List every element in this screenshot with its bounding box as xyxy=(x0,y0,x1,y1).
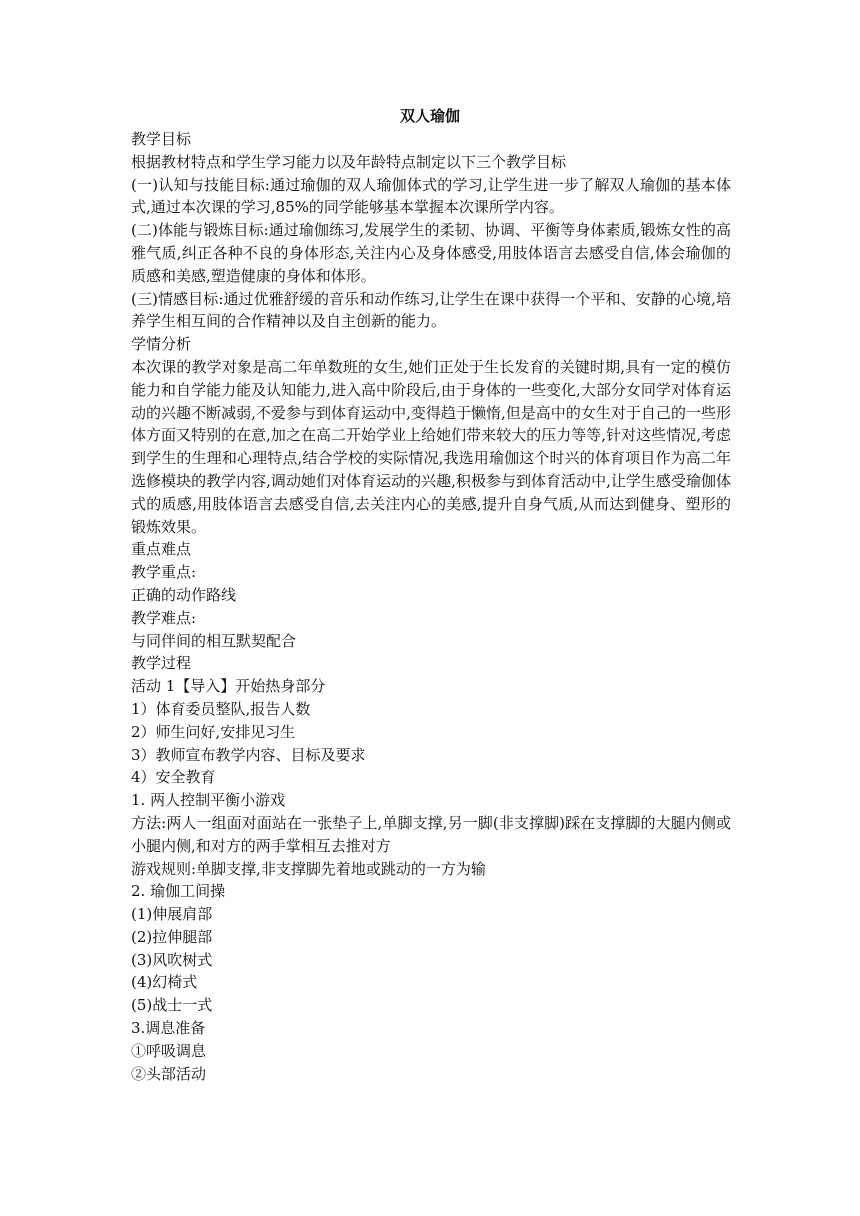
heading-key-points: 重点难点 xyxy=(131,540,192,559)
list-item: (4)幻椅式 xyxy=(131,973,198,992)
label-teaching-difficulty: 教学难点: xyxy=(131,608,197,627)
activity-1-title: 活动 1【导入】开始热身部分 xyxy=(131,677,326,696)
heading-student-analysis: 学情分析 xyxy=(131,335,192,354)
game-method-text: 方法:两人一组面对面站在一张垫子上,单脚支撑,另一脚(非支撑脚)踩在支撑脚的大腿内侧或小腿内侧,和对方的两手掌相互去推对方 xyxy=(131,813,731,855)
list-item: 1）体育委员整队,报告人数 xyxy=(131,699,311,718)
goal-physical-fitness: (二)体能与锻炼目标:通过瑜伽练习,发展学生的柔韧、协调、平衡等身体素质,锻炼女性的高雅气质,纠正各种不良的身体形态,关注内心及身体感受,用肢体语言去感受自信,体会瑜伽的质感和美感,塑造健康的身体和体形。 xyxy=(131,221,731,285)
section-balance-game: 1. 两人控制平衡小游戏 xyxy=(131,791,286,810)
section-breathing-prep: 3.调息准备 xyxy=(131,1019,206,1038)
student-analysis-text: 本次课的教学对象是高二年单数班的女生,她们正处于生长发育的关键时期,具有一定的模仿能力和自学能力能及认知能力,进入高中阶段后,由于身体的一些变化,大部分女同学对体育运动的兴趣不断减弱,不爱参与到体育运动中,变得趋于懒惰,但是高中的女生对于自己的一些形体方面又特别的在意,加之在高二开始学业上给她们带来较大的压力等等,针对这些情况,考虑到学生的生理和心理特点,结合学校的实际情况,我选用瑜伽这个时兴的体育项目作为高二年选修模块的教学内容,调动她们对体育运动的兴趣,积极参与到体育活动中,让学生感受瑜伽体式的质感,用肢体语言去感受自信,去关注内心的美感,提升自身气质,从而达到健身、塑形的锻炼效果。 xyxy=(131,357,731,536)
document-body xyxy=(131,128,731,1085)
heading-teaching-process: 教学过程 xyxy=(131,654,192,673)
teaching-focus-text: 正确的动作路线 xyxy=(131,585,237,604)
heading-teaching-goals: 教学目标 xyxy=(131,130,192,148)
list-item: (1)伸展肩部 xyxy=(131,905,213,924)
label-teaching-focus: 教学重点: xyxy=(131,563,197,582)
list-item: 4）安全教育 xyxy=(131,768,216,787)
list-item: 3）教师宣布教学内容、目标及要求 xyxy=(131,745,366,764)
list-item: ①呼吸调息 xyxy=(131,1041,207,1060)
section-yoga-exercise: 2. 瑜伽工间操 xyxy=(131,882,226,901)
list-item: (5)战士一式 xyxy=(131,996,213,1015)
list-item: 2）师生问好,安排见习生 xyxy=(131,722,296,741)
teaching-difficulty-text: 与同伴间的相互默契配合 xyxy=(131,631,297,650)
game-rules-text: 游戏规则:单脚支撑,非支撑脚先着地或跳动的一方为输 xyxy=(131,859,486,878)
goals-intro: 根据教材特点和学生学习能力以及年龄特点制定以下三个教学目标 xyxy=(131,152,567,171)
document-title: 双人瑜伽 xyxy=(399,107,460,125)
goal-emotional: (三)情感目标:通过优雅舒缓的音乐和动作练习,让学生在课中获得一个平和、安静的心境,培养学生相互间的合作精神以及自主创新的能力。 xyxy=(131,289,731,331)
list-item: (2)拉伸腿部 xyxy=(131,927,213,946)
list-item: ②头部活动 xyxy=(131,1064,207,1083)
goal-cognitive-skill: (一)认知与技能目标:通过瑜伽的双人瑜伽体式的学习,让学生进一步了解双人瑜伽的基本体式,通过本次课的学习,85%的同学能够基本掌握本次课所学内容。 xyxy=(131,175,731,217)
list-item: (3)风吹树式 xyxy=(131,950,213,969)
